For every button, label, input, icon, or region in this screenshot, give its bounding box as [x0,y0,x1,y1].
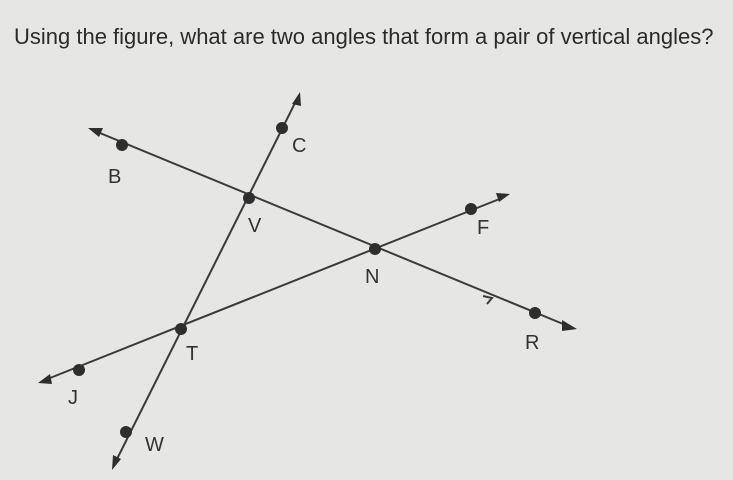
point-c [276,122,288,134]
line-j-f [45,198,502,380]
label-j: J [68,387,78,409]
line-w-c [115,99,297,463]
point-r [529,307,541,319]
arrowhead-r [562,320,577,331]
arrowhead-b [88,128,103,137]
point-t [175,323,187,335]
point-b [116,139,128,151]
point-j [73,364,85,376]
point-v [243,192,255,204]
label-f: F [477,217,490,239]
arrowhead-w [112,455,121,470]
label-t: T [186,343,199,365]
small-tick-mark [483,296,492,304]
label-b: B [108,166,122,188]
label-w: W [145,434,164,456]
question-text: Using the figure, what are two angles that form a pair of vertical angles? [14,24,714,49]
label-v: V [248,215,262,237]
point-n [369,243,381,255]
arrowhead-c [292,92,301,106]
line-b-r [95,131,568,326]
label-r: R [525,332,540,354]
label-n: N [365,266,380,288]
label-c: C [292,135,307,157]
point-w [120,426,132,438]
arrowhead-f [496,193,510,202]
arrowhead-j [38,374,52,384]
point-f [465,203,477,215]
